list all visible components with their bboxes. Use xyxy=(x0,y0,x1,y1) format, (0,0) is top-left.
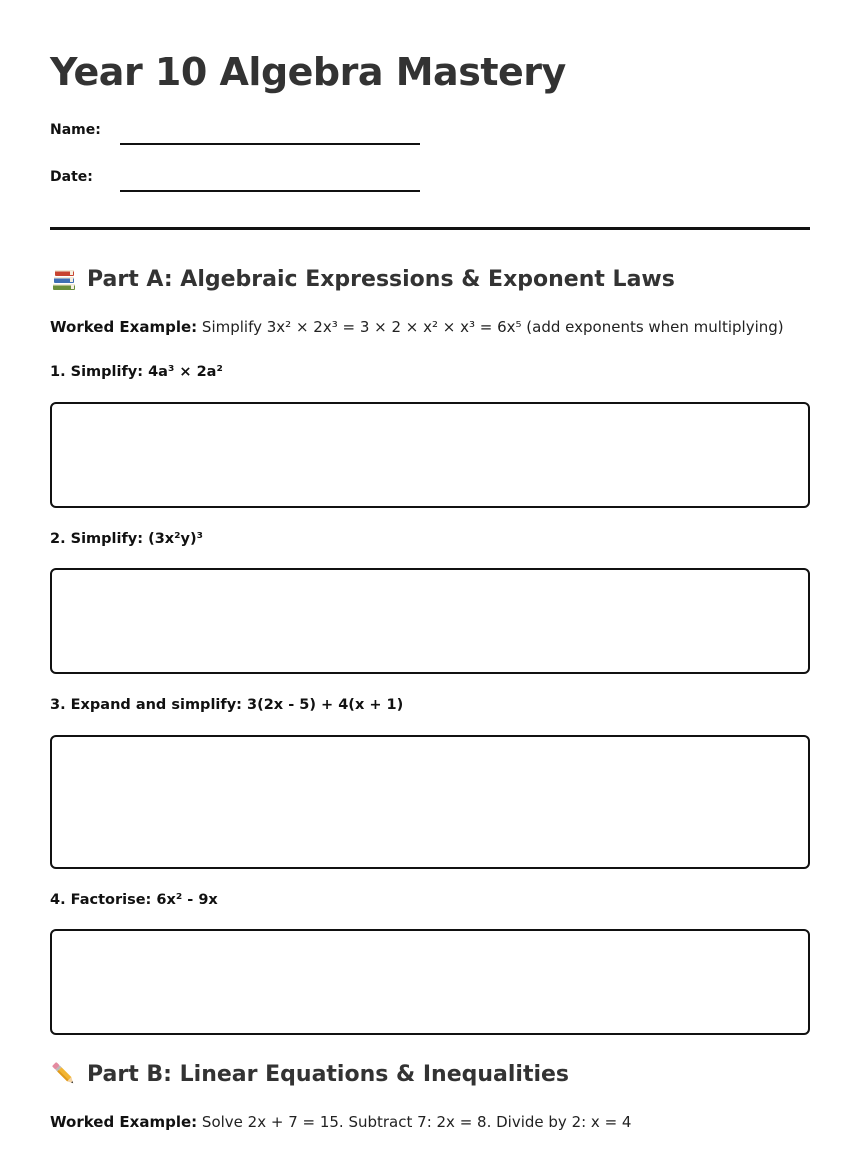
question-1: 1. Simplify: 4a³ × 2a² xyxy=(50,364,223,380)
part-a-worked-example xyxy=(50,318,784,336)
date-label: Date: xyxy=(50,169,93,185)
part-a-heading xyxy=(50,265,675,293)
worked-example-label: Worked Example: xyxy=(50,318,198,336)
worksheet-title: Year 10 Algebra Mastery xyxy=(50,50,566,94)
worked-example-text: Simplify 3x² × 2x³ = 3 × 2 × x² × x³ = 6x⁵ (add exponents when multiplying) xyxy=(197,318,784,336)
date-field-row xyxy=(50,165,470,195)
part-b-worked-example xyxy=(50,1113,631,1131)
answer-box-3[interactable] xyxy=(50,735,810,869)
question-3: 3. Expand and simplify: 3(2x - 5) + 4(x + 1) xyxy=(50,697,404,713)
answer-box-1[interactable] xyxy=(50,402,810,508)
books-icon xyxy=(50,265,78,293)
name-field-row xyxy=(50,118,470,148)
part-b-heading xyxy=(50,1060,569,1088)
question-4: 4. Factorise: 6x² - 9x xyxy=(50,892,218,908)
name-input-line[interactable] xyxy=(120,143,420,145)
date-input-line[interactable] xyxy=(120,190,420,192)
answer-box-4[interactable] xyxy=(50,929,810,1035)
worked-example-label: Worked Example: xyxy=(50,1113,198,1131)
header-divider xyxy=(50,227,810,230)
answer-box-2[interactable] xyxy=(50,568,810,674)
part-a-title: Part A: Algebraic Expressions & Exponent Laws xyxy=(87,266,675,292)
part-b-title: Part B: Linear Equations & Inequalities xyxy=(87,1061,570,1087)
name-label: Name: xyxy=(50,122,101,138)
worked-example-text: Solve 2x + 7 = 15. Subtract 7: 2x = 8. Divide by 2: x = 4 xyxy=(197,1113,632,1131)
question-2: 2. Simplify: (3x²y)³ xyxy=(50,531,203,547)
pencil-icon xyxy=(50,1060,78,1088)
